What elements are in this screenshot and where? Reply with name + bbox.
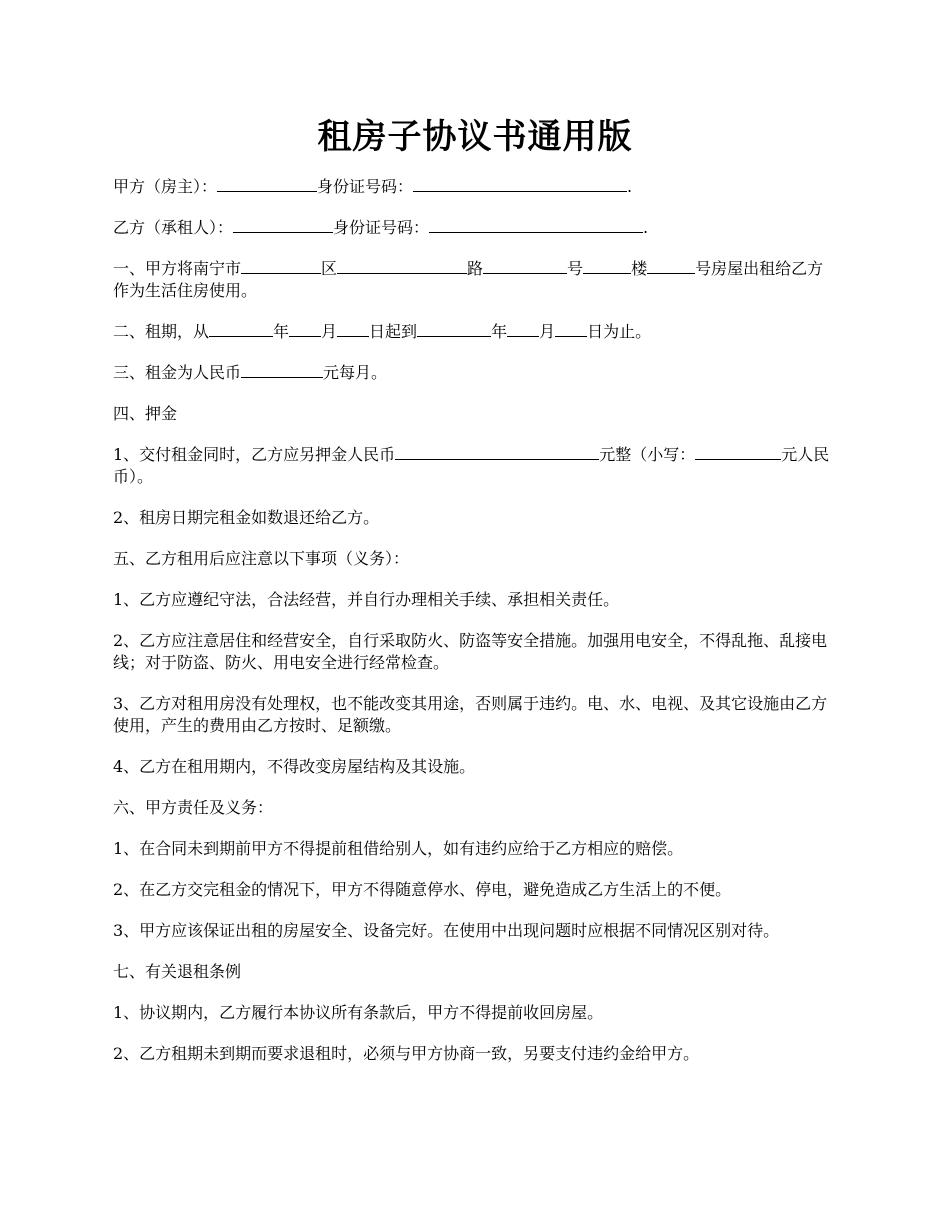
paragraph (113, 961, 837, 983)
paragraph (113, 548, 837, 570)
paragraph-text: 元人民币）。 (113, 445, 830, 486)
document-body (113, 176, 837, 1084)
paragraph-text: 路 (467, 259, 484, 278)
paragraph-text: 四、押金 (113, 404, 178, 423)
paragraph-text: 号 (567, 259, 584, 278)
paragraph-text: 年 (491, 322, 508, 341)
paragraph (113, 756, 837, 778)
fill-in-blank (209, 321, 273, 337)
paragraph-text: 元整（小写： (599, 445, 696, 464)
fill-in-blank (337, 258, 467, 274)
paragraph (113, 258, 837, 302)
paragraph-text: 五、乙方租用后应注意以下事项（义务）： (113, 549, 410, 568)
fill-in-blank (289, 321, 321, 337)
paragraph-text: 乙方（承租人）： (113, 218, 234, 237)
paragraph (113, 403, 837, 425)
paragraph-text: 二、租期，从 (113, 322, 210, 341)
paragraph-text: 4、乙方在租用期内，不得改变房屋结构及其设施。 (113, 757, 476, 776)
paragraph-text: 元每月。 (323, 363, 388, 382)
paragraph (113, 1043, 837, 1065)
fill-in-blank (555, 321, 587, 337)
paragraph-text: 身份证号码： (317, 177, 414, 196)
paragraph-text: 日起到 (369, 322, 418, 341)
fill-in-blank (337, 321, 369, 337)
paragraph-text: 2、在乙方交完租金的情况下，甲方不得随意停水、停电，避免造成乙方生活上的不便。 (113, 880, 732, 899)
paragraph-text: 年 (273, 322, 290, 341)
paragraph-text: . (627, 177, 633, 196)
paragraph (113, 879, 837, 901)
fill-in-blank (413, 176, 627, 192)
fill-in-blank (695, 444, 781, 460)
paragraph-text: 3、乙方对租用房没有处理权，也不能改变其用途，否则属于违约。电、水、电视、及其它设施由乙方使用，产生的费用由乙方按时、足额缴。 (113, 694, 828, 735)
paragraph (113, 217, 837, 239)
paragraph-text: 1、乙方应遵纪守法，合法经营，并自行办理相关手续、承担相关责任。 (113, 590, 620, 609)
paragraph-text: 六、甲方责任及义务： (113, 798, 274, 817)
paragraph-text: 楼 (631, 259, 648, 278)
paragraph (113, 362, 837, 384)
fill-in-blank (647, 258, 695, 274)
paragraph-text: 甲方（房主）： (113, 177, 218, 196)
paragraph-text: 1、协议期内，乙方履行本协议所有条款后，甲方不得提前收回房屋。 (113, 1003, 604, 1022)
fill-in-blank (583, 258, 631, 274)
paragraph-text: 3、甲方应该保证出租的房屋安全、设备完好。在使用中出现问题时应根据不同情况区别对待。 (113, 921, 780, 940)
paragraph-text: 月 (539, 322, 556, 341)
paragraph-text: 1、在合同未到期前甲方不得提前租借给别人，如有违约应给于乙方相应的赔偿。 (113, 839, 684, 858)
paragraph (113, 507, 837, 529)
paragraph-text: 区 (321, 259, 338, 278)
paragraph-text: 1、交付租金同时，乙方应另押金人民币 (113, 445, 396, 464)
fill-in-blank (233, 217, 333, 233)
paragraph-text: 日为止。 (587, 322, 652, 341)
paragraph (113, 176, 837, 198)
paragraph-text: 2、乙方租期未到期而要求退租时，必须与甲方协商一致，另要支付违约金给甲方。 (113, 1044, 700, 1063)
fill-in-blank (241, 362, 323, 378)
fill-in-blank (395, 444, 599, 460)
paragraph (113, 589, 837, 611)
document-title: 租房子协议书通用版 (317, 117, 633, 157)
paragraph-text: 号房屋出租给乙方作为生活住房使用。 (113, 259, 824, 300)
paragraph (113, 693, 837, 737)
fill-in-blank (241, 258, 321, 274)
fill-in-blank (429, 217, 643, 233)
fill-in-blank (483, 258, 567, 274)
paragraph (113, 1002, 837, 1024)
fill-in-blank (417, 321, 491, 337)
fill-in-blank (217, 176, 317, 192)
fill-in-blank (507, 321, 539, 337)
paragraph-text: 2、乙方应注意居住和经营安全，自行采取防火、防盗等安全措施。加强用电安全，不得乱拖、乱接电线；对于防盗、防火、用电安全进行经常检查。 (113, 631, 828, 672)
paragraph-text: . (643, 218, 649, 237)
paragraph-text: 2、租房日期完租金如数退还给乙方。 (113, 508, 380, 527)
paragraph (113, 797, 837, 819)
paragraph (113, 444, 837, 488)
paragraph-text: 一、甲方将南宁市 (113, 259, 242, 278)
paragraph-text: 月 (321, 322, 338, 341)
paragraph-text: 三、租金为人民币 (113, 363, 242, 382)
paragraph (113, 321, 837, 343)
paragraph (113, 630, 837, 674)
paragraph (113, 920, 837, 942)
paragraph-text: 七、有关退租条例 (113, 962, 242, 981)
paragraph-text: 身份证号码： (333, 218, 430, 237)
paragraph (113, 838, 837, 860)
